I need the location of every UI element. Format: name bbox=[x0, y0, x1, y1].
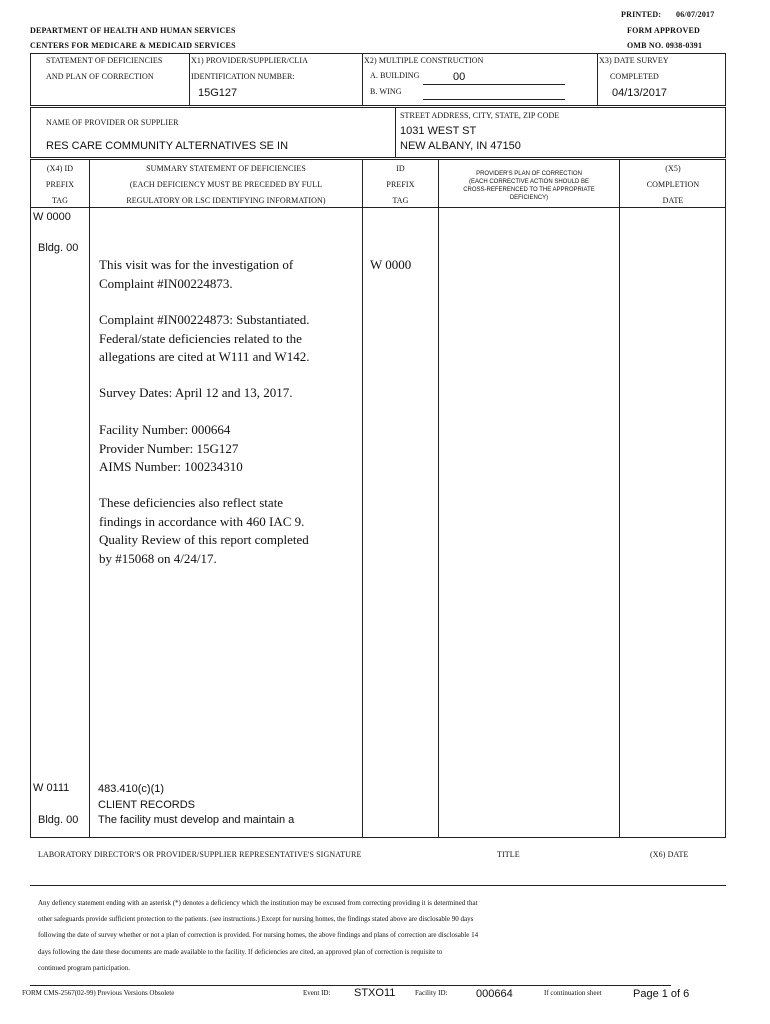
id-header-3: TAG bbox=[392, 196, 409, 205]
form-approved: FORM APPROVED bbox=[627, 26, 701, 35]
survey-date-value: 04/13/2017 bbox=[612, 87, 668, 99]
tag-w0000-right: W 0000 bbox=[370, 257, 412, 272]
x4-header-3: TAG bbox=[51, 196, 69, 205]
address-line-1: 1031 WEST ST bbox=[400, 125, 477, 137]
finding-paragraph: Survey Dates: April 12 and 13, 2017. bbox=[99, 385, 293, 400]
tag-w0000: W 0000 bbox=[33, 211, 71, 223]
provider-name-label: NAME OF PROVIDER OR SUPPLIER bbox=[46, 118, 179, 127]
building-label: A. BUILDING bbox=[370, 71, 420, 80]
x5-header-1: (X5) bbox=[665, 164, 681, 173]
finding-paragraph: This visit was for the investigation of Complaint #IN00224873. bbox=[99, 257, 294, 291]
signature-label: LABORATORY DIRECTOR'S OR PROVIDER/SUPPLIER REPRESENTATIVE'S SIGNATURE bbox=[38, 850, 362, 859]
bldg-label-2: Bldg. 00 bbox=[38, 814, 79, 826]
plan-header-3: CROSS-REFERENCED TO THE APPROPRIATE bbox=[463, 187, 595, 193]
id-header-1: ID bbox=[396, 164, 405, 173]
building-underline bbox=[423, 84, 565, 85]
event-id-value: STXO11 bbox=[354, 987, 396, 999]
tag-w0111: W 0111 bbox=[33, 782, 70, 794]
centers-title: CENTERS FOR MEDICARE & MEDICAID SERVICES bbox=[30, 41, 236, 50]
x3-label-2: COMPLETED bbox=[610, 72, 659, 81]
omb-number: OMB NO. 0938-0391 bbox=[627, 41, 703, 50]
x6-date-label: (X6) DATE bbox=[650, 850, 689, 859]
wing-label: B. WING bbox=[370, 87, 402, 96]
x4-header-2: PREFIX bbox=[45, 180, 75, 189]
summary-header-3: REGULATORY OR LSC IDENTIFYING INFORMATION) bbox=[126, 196, 326, 205]
address-label: STREET ADDRESS, CITY, STATE, ZIP CODE bbox=[400, 111, 560, 120]
wing-underline bbox=[423, 99, 565, 100]
client-records-text: 483.410(c)(1) CLIENT RECORDS The facility must develop and maintain a bbox=[98, 783, 295, 826]
printed-date: 06/07/2017 bbox=[676, 10, 715, 19]
finding-paragraph: Complaint #IN00224873: Substantiated. Federal/state deficiencies related to the allegations are cited at W111 and W142. bbox=[99, 312, 310, 365]
footer-rule bbox=[30, 985, 671, 986]
x5-header-3: DATE bbox=[662, 196, 684, 205]
divider bbox=[189, 53, 190, 106]
col-divider bbox=[89, 159, 90, 838]
header-divider bbox=[30, 207, 726, 208]
x4-header-1: (X4) ID bbox=[46, 164, 74, 173]
col-divider bbox=[438, 159, 439, 838]
continuation-label: If continuation sheet bbox=[544, 989, 602, 997]
col-divider bbox=[362, 159, 363, 838]
event-id-label: Event ID: bbox=[303, 989, 331, 997]
summary-header-1: SUMMARY STATEMENT OF DEFICIENCIES bbox=[146, 164, 306, 173]
building-value: 00 bbox=[453, 71, 466, 83]
finding-paragraph: These deficiencies also reflect state findings in accordance with 460 IAC 9. Quality Review of this report completed by #15068 on 4/24/17. bbox=[99, 495, 309, 566]
divider bbox=[597, 53, 598, 106]
title-label: TITLE bbox=[497, 850, 520, 859]
x3-label: X3) DATE SURVEY bbox=[599, 56, 669, 65]
facility-id-value: 000664 bbox=[476, 988, 513, 1000]
facility-id-label: Facility ID: bbox=[415, 989, 448, 997]
address-line-2: NEW ALBANY, IN 47150 bbox=[400, 140, 521, 152]
statement-label-2: AND PLAN OF CORRECTION bbox=[46, 72, 154, 81]
statement-label-1: STATEMENT OF DEFICIENCIES bbox=[46, 56, 163, 65]
summary-header-2: (EACH DEFICIENCY MUST BE PRECEDED BY FULL bbox=[129, 180, 323, 189]
col-divider bbox=[619, 159, 620, 838]
signature-line bbox=[30, 885, 726, 886]
plan-header-1: PROVIDER'S PLAN OF CORRECTION bbox=[476, 171, 582, 177]
department-title: DEPARTMENT OF HEALTH AND HUMAN SERVICES bbox=[30, 26, 236, 35]
page-number: Page 1 of 6 bbox=[633, 988, 690, 1000]
plan-header-4: DEFICIENCY) bbox=[509, 195, 549, 201]
x5-header-2: COMPLETION bbox=[646, 180, 700, 189]
provider-id-value: 15G127 bbox=[198, 87, 238, 99]
disclaimer-text: Any defiency statement ending with an asterisk (*) denotes a deficiency which the institution may be excused from correcting providing it is determined that other safeguards provide sufficient protection to the patients. (see instructions.) Except for nursing homes, the findings stated above are disclosable 90 days following the date of survey whether or not a plan of correction is provided. For nursing homes, the above findings and plans of correction are disclosable 14 days following the date these documents are made available to the facility. If deficiencies are cited, an approved plan of correction is requisite to continued program participation. bbox=[38, 899, 479, 972]
finding-paragraph: Facility Number: 000664 Provider Number: 15G127 AIMS Number: 100234310 bbox=[99, 422, 243, 475]
divider bbox=[395, 107, 396, 158]
form-number: FORM CMS-2567(02-99) Previous Versions Obsolete bbox=[22, 989, 175, 997]
printed-label: PRINTED: bbox=[621, 10, 662, 19]
bldg-label-1: Bldg. 00 bbox=[38, 242, 79, 254]
x1-label-2: IDENTIFICATION NUMBER: bbox=[191, 72, 295, 81]
x1-label: X1) PROVIDER/SUPPLIER/CLIA bbox=[191, 56, 309, 65]
x2-label: X2) MULTIPLE CONSTRUCTION bbox=[364, 56, 484, 65]
divider bbox=[362, 53, 363, 106]
id-header-2: PREFIX bbox=[386, 180, 415, 189]
plan-header-2: (EACH CORRECTIVE ACTION SHOULD BE bbox=[468, 179, 590, 185]
provider-name-value: RES CARE COMMUNITY ALTERNATIVES SE IN bbox=[46, 140, 289, 152]
